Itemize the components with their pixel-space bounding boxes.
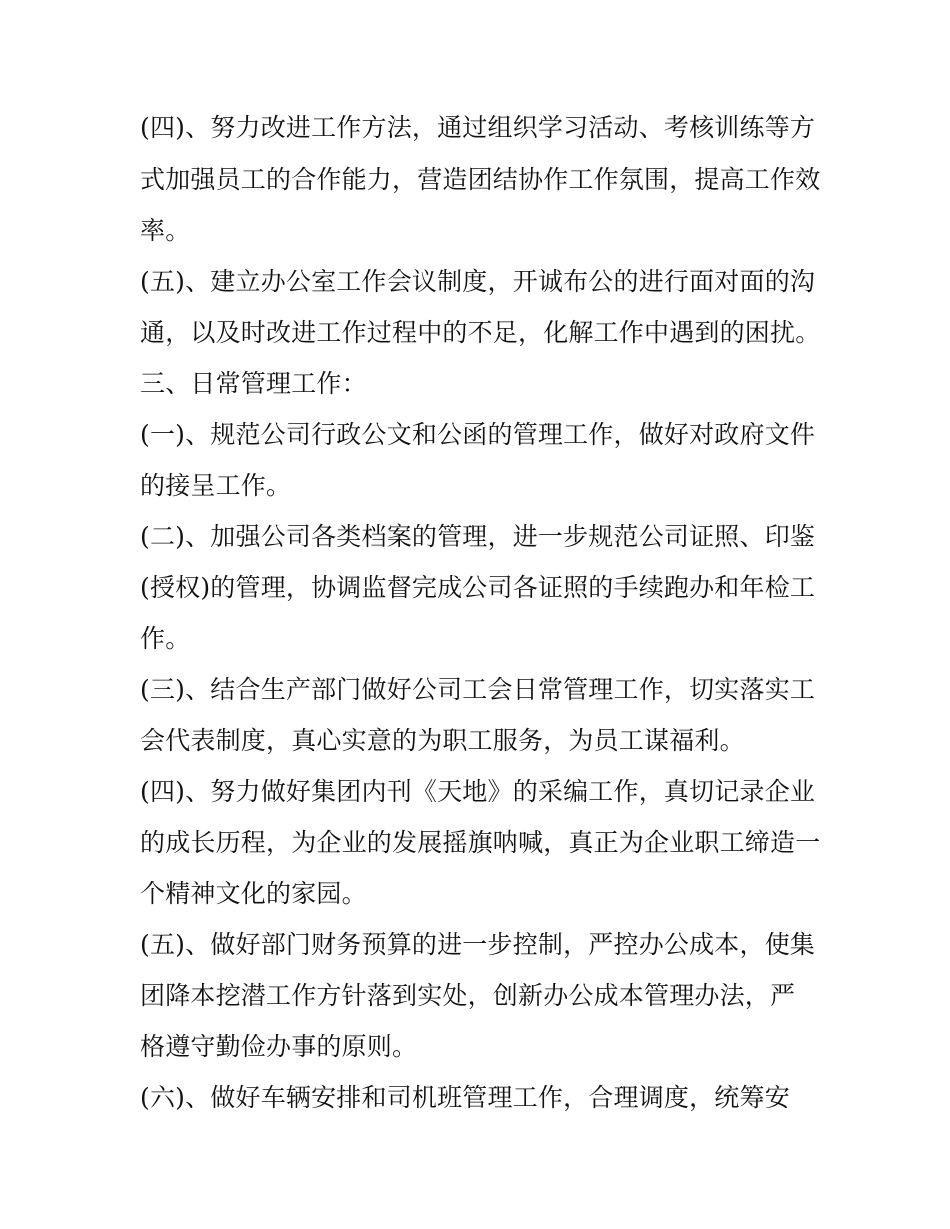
text-line: 的接呈工作。: [140, 471, 292, 500]
section-heading: 三、日常管理工作：: [140, 369, 367, 398]
text-line: 会代表制度，真心实意的为职工服务，为员工谋福利。: [140, 726, 745, 755]
text-line: 格遵守勤俭办事的原则。: [140, 1032, 418, 1061]
text-line: (四)、努力做好集团内刊《天地》的采编工作，真切记录企业: [140, 777, 816, 806]
text-line: 通，以及时改进工作过程中的不足，化解工作中遇到的困扰。: [140, 318, 821, 347]
text-line: 的成长历程，为企业的发展摇旗呐喊，真正为企业职工缔造一: [140, 828, 821, 857]
text-line: (一)、规范公司行政公文和公函的管理工作，做好对政府文件: [140, 420, 816, 449]
text-line: (授权)的管理，协调监督完成公司各证照的手续跑办和年检工: [140, 573, 816, 602]
text-line: (三)、结合生产部门做好公司工会日常管理工作，切实落实工: [140, 675, 816, 704]
text-line: (六)、做好车辆安排和司机班管理工作，合理调度，统筹安: [140, 1083, 790, 1112]
text-line: 团降本挖潜工作方针落到实处，创新办公成本管理办法，严: [140, 981, 796, 1010]
text-line: 作。: [140, 624, 191, 653]
text-line: 式加强员工的合作能力，营造团结协作工作氛围，提高工作效: [140, 165, 821, 194]
text-line: 率。: [140, 216, 191, 245]
text-line: (五)、建立办公室工作会议制度，开诚布公的进行面对面的沟: [140, 267, 816, 296]
text-line: 个精神文化的家园。: [140, 879, 367, 908]
text-line: (二)、加强公司各类档案的管理，进一步规范公司证照、印鉴: [140, 522, 816, 551]
text-line: (四)、努力改进工作方法，通过组织学习活动、考核训练等方: [140, 113, 816, 142]
text-line: (五)、做好部门财务预算的进一步控制，严控办公成本，使集: [140, 930, 816, 959]
